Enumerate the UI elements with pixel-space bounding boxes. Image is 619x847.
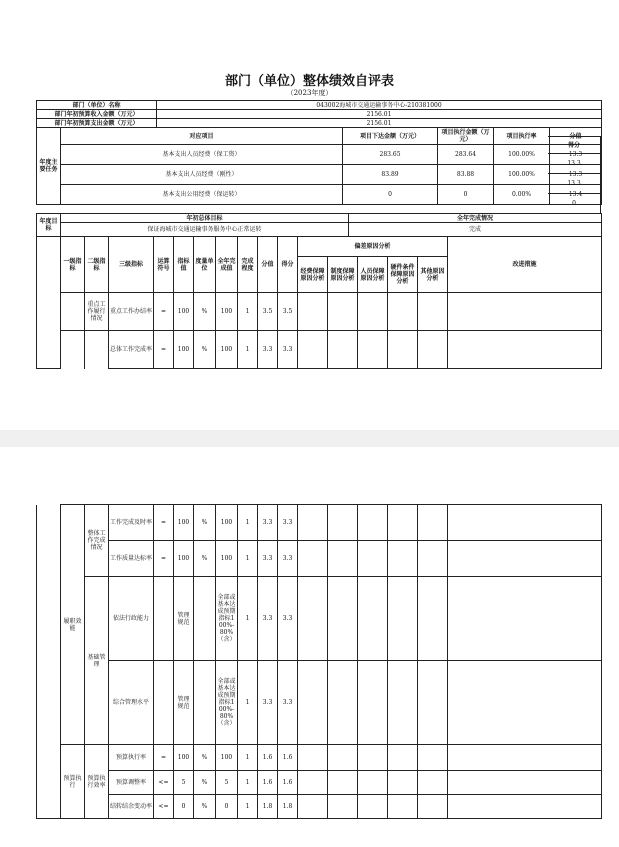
indicator-got: 3.3 (278, 331, 298, 369)
table-row (37, 331, 602, 369)
indicator-score: 3.3 (258, 661, 278, 745)
header-got: 得分 (278, 237, 298, 293)
task-got: 13.3 (548, 154, 601, 174)
header-reason-other: 其他原因分析 (418, 257, 448, 293)
header-level2: 二级指标 (85, 237, 109, 293)
tasks-header-executed: 项目执行金额（万元） (438, 128, 494, 145)
indicator-got: 3.3 (278, 577, 298, 661)
indicator-level3: 重点工作办结率 (109, 293, 154, 331)
indicator-degree: 1 (238, 661, 258, 745)
indicator-actual: 100 (216, 541, 238, 577)
task-rate: 100.00% (494, 145, 550, 165)
indicator-target: 100 (174, 293, 194, 331)
header-reason-hardware: 硬件条件保障原因分析 (388, 257, 418, 293)
table-row (37, 795, 602, 819)
indicator-unit: % (194, 795, 216, 819)
indicator-unit (194, 577, 216, 661)
indicator-unit: % (194, 745, 216, 771)
header-degree: 完成程度 (238, 237, 258, 293)
header-operator: 运算符号 (154, 237, 174, 293)
table-row (37, 541, 602, 577)
task-executed: 0 (438, 185, 494, 205)
indicator-actual: 100 (216, 293, 238, 331)
header-reason-staff: 人员保障原因分析 (358, 257, 388, 293)
indicator-degree: 1 (238, 795, 258, 819)
group-basic: 基础管理 (85, 577, 109, 745)
indicator-degree: 1 (238, 541, 258, 577)
tasks-header-score: 分值 (550, 128, 602, 145)
indicator-operator: = (154, 541, 174, 577)
indicator-got: 1.6 (278, 745, 298, 771)
indicator-target: 100 (174, 541, 194, 577)
indicator-target: 管理规范 (174, 577, 194, 661)
table-row (37, 293, 602, 331)
task-name: 基本支出人员经费（刚性） (61, 165, 343, 185)
unit-value: 043002海城市交通运输事务中心-210381000 (157, 101, 602, 110)
header-reason-funding: 经费保障原因分析 (298, 257, 328, 293)
indicator-level3: 工作完成及时率 (109, 505, 154, 541)
indicator-operator: = (154, 505, 174, 541)
indicator-score: 3.3 (258, 505, 278, 541)
task-name: 基本支出人员经费（保工资） (61, 145, 343, 165)
tasks-header-rate: 项目执行率 (494, 128, 550, 145)
task-got: 13.3 (548, 174, 601, 194)
document-page-2 (0, 447, 619, 847)
task-name: 基本支出公用经费（保运转） (61, 185, 343, 205)
table-row (37, 577, 602, 661)
unit-label: 部门（单位）名称 (37, 101, 157, 110)
indicator-level2 (85, 331, 109, 369)
task-row (37, 185, 602, 205)
document-year: （2023年度） (286, 89, 333, 97)
indicator-got: 3.3 (278, 505, 298, 541)
indicator-score: 1.6 (258, 771, 278, 795)
income-value: 2156.01 (157, 110, 602, 119)
indicator-degree: 1 (238, 771, 258, 795)
group-budget: 预算执行 (61, 745, 85, 819)
indicator-unit: % (194, 771, 216, 795)
indicator-actual: 100 (216, 505, 238, 541)
goal-header-right: 全年完成情况 (349, 214, 602, 223)
table-row (37, 661, 602, 745)
task-score: 13.3 (550, 165, 602, 185)
indicator-got: 1.8 (278, 795, 298, 819)
indicator-level3: 结转结余变动率 (109, 795, 154, 819)
indicator-operator (154, 661, 174, 745)
header-score: 分值 (258, 237, 278, 293)
indicator-got: 3.3 (278, 661, 298, 745)
indicator-got: 3.3 (278, 541, 298, 577)
indicator-degree: 1 (238, 745, 258, 771)
table-row (37, 745, 602, 771)
indicator-header-row (37, 237, 602, 257)
header-level1: 一级指标 (61, 237, 85, 293)
indicator-unit: % (194, 541, 216, 577)
header-unit: 度量单位 (194, 237, 216, 293)
indicator-operator: <= (154, 771, 174, 795)
task-issued: 0 (343, 185, 438, 205)
goal-text: 保证海城市交通运输事务服务中心正常运转 (61, 223, 349, 237)
indicator-target: 5 (174, 771, 194, 795)
indicator-target: 100 (174, 331, 194, 369)
tasks-header-project: 对应项目 (61, 128, 343, 145)
indicator-target: 管理规范 (174, 661, 194, 745)
tasks-side-label: 年度主要任务 (37, 128, 61, 205)
indicator-score: 1.8 (258, 795, 278, 819)
indicator-score: 3.3 (258, 577, 278, 661)
indicator-operator: = (154, 745, 174, 771)
task-score: 13.3 (550, 145, 602, 165)
document-title: 部门（单位）整体绩效自评表 (224, 74, 394, 89)
indicator-level3: 综合管理水平 (109, 661, 154, 745)
indicator-target: 100 (174, 745, 194, 771)
header-measures: 改进措施 (448, 237, 602, 293)
unit-row (37, 101, 602, 110)
expense-label: 部门年初预算支出金额（万元） (37, 119, 157, 128)
indicator-degree: 1 (238, 577, 258, 661)
task-issued: 283.65 (343, 145, 438, 165)
indicator-actual: 全部或基本达成预期指标100%-80%（含） (216, 661, 238, 745)
indicator-table-p2 (36, 504, 602, 819)
indicator-level3: 总体工作完成率 (109, 331, 154, 369)
indicator-level3: 预算执行率 (109, 745, 154, 771)
header-reason-system: 制度保障原因分析 (328, 257, 358, 293)
expense-value: 2156.01 (157, 119, 602, 128)
task-score: 13.4 (550, 185, 602, 205)
indicator-operator (154, 577, 174, 661)
task-row (37, 145, 602, 165)
tasks-got-column (548, 136, 601, 214)
group-budget-efficiency: 预算执行效率 (85, 745, 109, 819)
indicator-level2: 重点工作履行情况 (85, 293, 109, 331)
indicator-got: 1.6 (278, 771, 298, 795)
tasks-header-got: 得分 (548, 137, 601, 154)
indicator-score: 1.6 (258, 745, 278, 771)
indicator-unit: % (194, 293, 216, 331)
indicator-actual: 0 (216, 795, 238, 819)
indicator-level3: 依法行政能力 (109, 577, 154, 661)
indicator-operator: <= (154, 795, 174, 819)
goal-table (36, 213, 602, 237)
tasks-header-row (37, 128, 602, 145)
indicator-unit: % (194, 331, 216, 369)
goal-header-left: 年初总体目标 (61, 214, 349, 223)
indicator-got: 3.5 (278, 293, 298, 331)
goal-side-label: 年度目标 (37, 214, 61, 237)
info-table (36, 100, 602, 205)
indicator-actual: 100 (216, 331, 238, 369)
indicator-actual: 100 (216, 745, 238, 771)
indicator-operator: = (154, 331, 174, 369)
income-label: 部门年初预算收入金额（万元） (37, 110, 157, 119)
header-actual: 全年完成值 (216, 237, 238, 293)
indicator-score: 3.5 (258, 293, 278, 331)
task-executed: 83.88 (438, 165, 494, 185)
indicator-score: 3.3 (258, 541, 278, 577)
indicator-degree: 1 (238, 505, 258, 541)
task-rate: 0.00% (494, 185, 550, 205)
indicator-unit: % (194, 505, 216, 541)
expense-row (37, 119, 602, 128)
indicator-level3: 预算调整率 (109, 771, 154, 795)
indicator-level3: 工作质量达标率 (109, 541, 154, 577)
tasks-header-issued: 项目下达金额（万元） (343, 128, 438, 145)
indicator-unit (194, 661, 216, 745)
table-row (37, 505, 602, 541)
indicator-actual: 全部或基本达成预期指标100%-80%（含） (216, 577, 238, 661)
indicator-target: 0 (174, 795, 194, 819)
header-target: 指标值 (174, 237, 194, 293)
task-issued: 83.89 (343, 165, 438, 185)
header-deviation: 偏差原因分析 (298, 237, 448, 257)
goal-status: 完成 (349, 223, 602, 237)
task-rate: 100.00% (494, 165, 550, 185)
header-level3: 三级指标 (109, 237, 154, 293)
indicator-table-p1 (36, 236, 602, 369)
indicator-actual: 5 (216, 771, 238, 795)
group-duty: 履职效能 (61, 505, 85, 745)
indicator-degree: 1 (238, 331, 258, 369)
indicator-score: 3.3 (258, 331, 278, 369)
income-row (37, 110, 602, 119)
indicator-operator: = (154, 293, 174, 331)
group-overall: 整体工作完成情况 (85, 505, 109, 577)
task-row (37, 165, 602, 185)
task-executed: 283.64 (438, 145, 494, 165)
indicator-target: 100 (174, 505, 194, 541)
task-got: 0 (548, 194, 601, 214)
table-row (37, 771, 602, 795)
indicator-degree: 1 (238, 293, 258, 331)
